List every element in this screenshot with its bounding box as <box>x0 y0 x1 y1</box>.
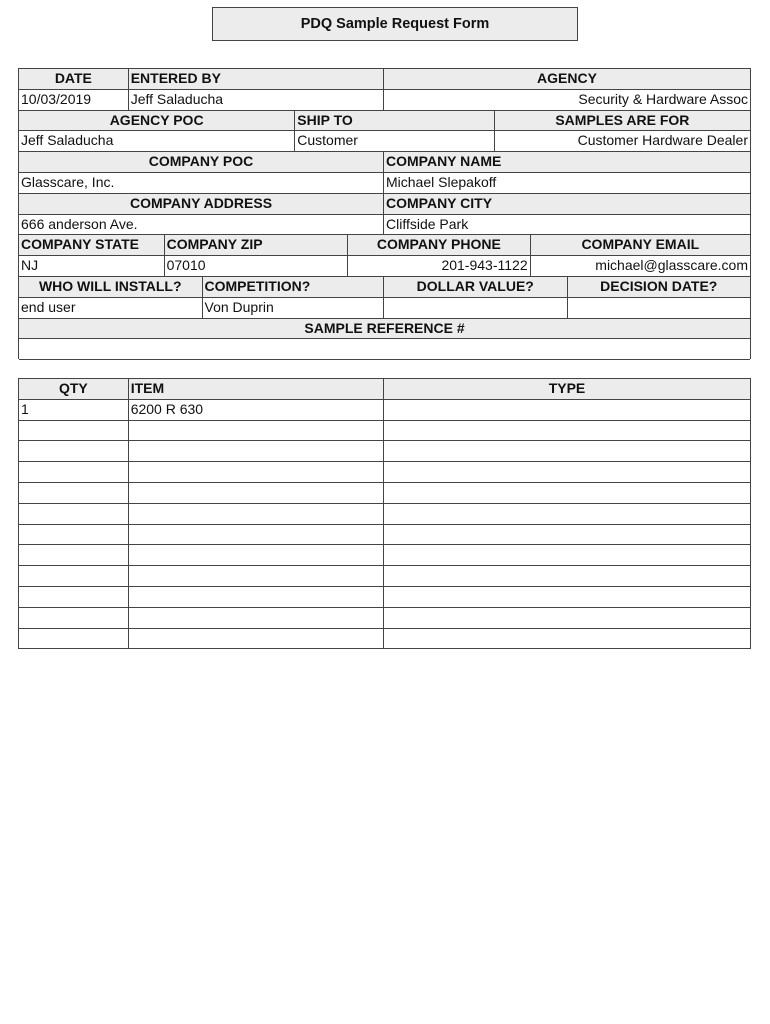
qty-cell[interactable] <box>19 566 129 586</box>
company-zip-label: COMPANY ZIP <box>165 235 349 255</box>
qty-cell[interactable] <box>19 483 129 503</box>
header-row-1 <box>19 69 750 90</box>
competition-label: COMPETITION? <box>203 277 385 297</box>
qty-cell[interactable] <box>19 441 129 461</box>
qty-cell[interactable]: 1 <box>19 400 129 420</box>
entered-by-label: ENTERED BY <box>129 69 384 89</box>
date-field[interactable]: 10/03/2019 <box>19 90 129 110</box>
agency-field[interactable]: Security & Hardware Assoc <box>578 90 748 107</box>
qty-cell[interactable] <box>19 629 129 649</box>
qty-cell[interactable] <box>19 608 129 628</box>
qty-cell[interactable] <box>19 525 129 545</box>
ship-to-label: SHIP TO <box>295 111 494 131</box>
table-row <box>19 629 750 650</box>
value-row-1 <box>19 90 750 111</box>
item-cell[interactable] <box>129 504 384 524</box>
value-row-6 <box>19 298 750 319</box>
agency-label: AGENCY <box>537 70 597 86</box>
company-poc-field[interactable]: Glasscare, Inc. <box>19 173 384 193</box>
item-cell[interactable] <box>129 525 384 545</box>
table-row <box>19 483 750 504</box>
agency-poc-field[interactable]: Jeff Saladucha <box>19 131 295 151</box>
item-header: ITEM <box>129 379 384 399</box>
type-cell[interactable] <box>384 483 750 503</box>
company-phone-label: COMPANY PHONE <box>348 235 531 255</box>
header-row-2 <box>19 111 750 132</box>
who-install-field[interactable]: end user <box>19 298 203 318</box>
item-cell[interactable] <box>129 629 384 649</box>
type-cell[interactable] <box>384 421 750 441</box>
request-form <box>18 68 751 359</box>
samples-for-field[interactable]: Customer Hardware Dealer <box>577 132 748 149</box>
company-city-field[interactable]: Cliffside Park <box>386 215 469 232</box>
dollar-value-field[interactable] <box>384 298 568 318</box>
company-poc-label: COMPANY POC <box>19 152 384 172</box>
item-cell[interactable] <box>129 441 384 461</box>
table-row <box>19 545 750 566</box>
item-cell[interactable] <box>129 545 384 565</box>
header-row-5 <box>19 235 750 256</box>
item-cell[interactable] <box>129 421 384 441</box>
qty-cell[interactable] <box>19 421 129 441</box>
ship-to-field[interactable]: Customer <box>295 131 494 151</box>
decision-date-field[interactable] <box>568 298 751 318</box>
header-row-3 <box>19 152 750 173</box>
company-name-field[interactable]: Michael Slepakoff <box>386 173 497 190</box>
item-cell[interactable] <box>129 566 384 586</box>
item-cell[interactable] <box>129 462 384 482</box>
company-state-field[interactable]: NJ <box>19 256 165 276</box>
value-row-2 <box>19 131 750 152</box>
company-zip-field[interactable]: 07010 <box>165 256 349 276</box>
type-cell[interactable] <box>384 566 750 586</box>
table-row <box>19 421 750 442</box>
samples-for-label: SAMPLES ARE FOR <box>555 111 690 128</box>
table-row <box>19 400 750 421</box>
entered-by-field[interactable]: Jeff Saladucha <box>129 90 384 110</box>
table-row <box>19 504 750 525</box>
type-cell[interactable] <box>384 525 750 545</box>
item-cell[interactable] <box>129 483 384 503</box>
items-header-row <box>19 379 750 400</box>
date-label: DATE <box>19 69 129 89</box>
table-row <box>19 566 750 587</box>
sample-reference-field[interactable] <box>19 339 750 359</box>
table-row <box>19 525 750 546</box>
company-address-field[interactable]: 666 anderson Ave. <box>19 215 384 235</box>
company-city-label: COMPANY CITY <box>386 194 493 211</box>
company-address-label: COMPANY ADDRESS <box>19 194 384 214</box>
qty-cell[interactable] <box>19 462 129 482</box>
value-row-7 <box>19 339 750 360</box>
value-row-4 <box>19 215 750 236</box>
company-state-label: COMPANY STATE <box>19 235 165 255</box>
sample-reference-label: SAMPLE REFERENCE # <box>304 319 465 336</box>
type-cell[interactable] <box>384 608 750 628</box>
agency-poc-label: AGENCY POC <box>19 111 295 131</box>
value-row-5 <box>19 256 750 277</box>
item-cell[interactable]: 6200 R 630 <box>129 400 384 420</box>
value-row-3 <box>19 173 750 194</box>
table-row <box>19 587 750 608</box>
item-cell[interactable] <box>129 587 384 607</box>
qty-header: QTY <box>19 379 129 399</box>
qty-cell[interactable] <box>19 504 129 524</box>
type-cell[interactable] <box>384 504 750 524</box>
company-email-field[interactable]: michael@glasscare.com <box>595 257 748 274</box>
type-header: TYPE <box>548 380 586 396</box>
company-name-label: COMPANY NAME <box>386 153 502 170</box>
header-row-4 <box>19 194 750 215</box>
type-cell[interactable] <box>384 462 750 482</box>
decision-date-label: DECISION DATE? <box>600 277 718 294</box>
who-install-label: WHO WILL INSTALL? <box>19 277 203 297</box>
items-body <box>19 400 750 650</box>
table-row <box>19 441 750 462</box>
table-row <box>19 608 750 629</box>
competition-field[interactable]: Von Duprin <box>203 298 385 318</box>
header-row-6 <box>19 277 750 298</box>
company-phone-field[interactable]: 201-943-1122 <box>348 256 531 276</box>
form-title: PDQ Sample Request Form <box>212 7 578 41</box>
type-cell[interactable] <box>384 441 750 461</box>
qty-cell[interactable] <box>19 587 129 607</box>
dollar-value-label: DOLLAR VALUE? <box>384 277 568 297</box>
header-row-7 <box>19 319 750 340</box>
type-cell[interactable] <box>384 400 750 420</box>
qty-cell[interactable] <box>19 545 129 565</box>
table-row <box>19 462 750 483</box>
company-email-label: COMPANY EMAIL <box>581 236 700 253</box>
type-cell[interactable] <box>384 545 750 565</box>
items-table <box>18 378 751 649</box>
type-cell[interactable] <box>384 629 750 649</box>
item-cell[interactable] <box>129 608 384 628</box>
type-cell[interactable] <box>384 587 750 607</box>
